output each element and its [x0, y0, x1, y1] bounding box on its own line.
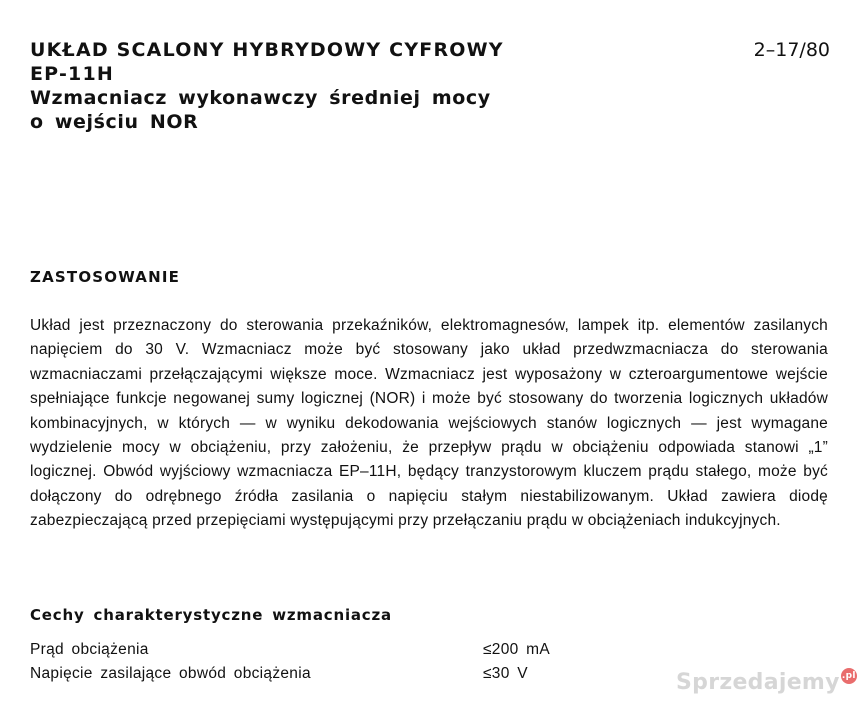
spec-row [30, 638, 590, 662]
watermark-logo [676, 670, 857, 695]
title-line-2: EP-11H [30, 63, 114, 85]
title-line-4: o wejściu NOR [30, 111, 199, 133]
spec-value: ≤30 V [483, 665, 528, 682]
spec-row [30, 662, 590, 686]
title-line-3: Wzmacniacz wykonawczy średniej mocy [30, 87, 491, 109]
features-heading: Cechy charakterystyczne wzmacniacza [30, 606, 392, 624]
watermark-text: Sprzedajemy [676, 670, 840, 695]
spec-label: Napięcie zasilające obwód obciążenia [30, 665, 311, 682]
document-number: 2–17/80 [753, 39, 830, 61]
document-header [30, 38, 830, 134]
title-line-1: UKŁAD SCALONY HYBRYDOWY CYFROWY [30, 39, 504, 61]
spec-value: ≤200 mA [483, 641, 551, 658]
watermark-badge: .pl [841, 668, 857, 684]
application-paragraph: Układ jest przeznaczony do sterowania przekaźników, elektromagnesów, lampek itp. elementów zasilanych napięciem do 30 V. Wzmacniacz może być stosowany jako układ przedwzmacniacza do sterowania wzmacniaczami przełączającymi większe moce. Wzmacniacz jest wyposażony w czteroargumentowe wejście spełniające funkcje negowanej sumy logicznej (NOR) i może być stosowany do tworzenia logicznych układów kombinacyjnych, w których — w wyniku dekodowania wejściowych stanów logicznych — jest wymagane wydzielenie mocy w obciążeniu, przy założeniu, że przepływ prądu w obciążeniu odpowiada stanowi „1” logicznej. Obwód wyjściowy wzmacniacza EP–11H, będący tranzystorowym kluczem prądu stałego, może być dołączony do odrębnego źródła zasilania o napięciu stałym niestabilizowanym. Układ zawiera diodę zabezpieczającą przed przepięciami występującymi przy przełączaniu prądu w obciążeniach indukcyjnych. [30, 317, 828, 530]
spec-label: Prąd obciążenia [30, 641, 149, 658]
section-heading: ZASTOSOWANIE [30, 268, 181, 286]
